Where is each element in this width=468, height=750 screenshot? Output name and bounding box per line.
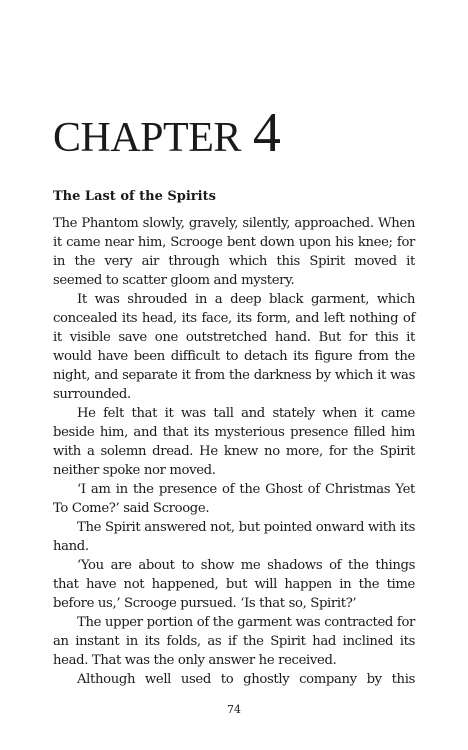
paragraph: The Spirit answered not, but pointed onward with its hand.	[53, 520, 415, 554]
chapter-number: 4	[252, 102, 281, 165]
chapter-heading	[53, 102, 281, 165]
paragraph: The upper portion of the garment was contracted for an instant in its folds, as if the Spirit had inclined its head. That was the only answer he received.	[53, 615, 415, 668]
paragraph: ‘You are about to show me shadows of the things that have not happened, but will happen in the time before us,’ Scrooge pursued. ‘Is that so, Spirit?’	[53, 558, 415, 611]
paragraph-last-line: Although well used to ghostly company by this	[77, 672, 415, 687]
section-title: The Last of the Spirits	[53, 188, 216, 204]
page-number: 74	[227, 703, 241, 716]
chapter-label: CHAPTER	[53, 115, 241, 162]
paragraph: The Phantom slowly, gravely, silently, approached. When it came near him, Scrooge bent down upon his knee; for in the very air through which this Spirit moved it seemed to scatter gloom and mystery.	[53, 216, 415, 288]
paragraph: He felt that it was tall and stately when it came beside him, and that its mysterious presence filled him with a solemn dread. He knew no more, for the Spirit neither spoke nor moved.	[53, 406, 415, 478]
body-text	[53, 214, 415, 689]
book-page	[53, 0, 415, 750]
paragraph: ‘I am in the presence of the Ghost of Christmas Yet To Come?’ said Scrooge.	[53, 482, 415, 516]
paragraph: It was shrouded in a deep black garment, which concealed its head, its face, its form, and left nothing of it visible save one outstretched hand. But for this it would have been difficult to detach its figure from the night, and separate it from the darkness by which it was surrounded.	[53, 292, 415, 402]
